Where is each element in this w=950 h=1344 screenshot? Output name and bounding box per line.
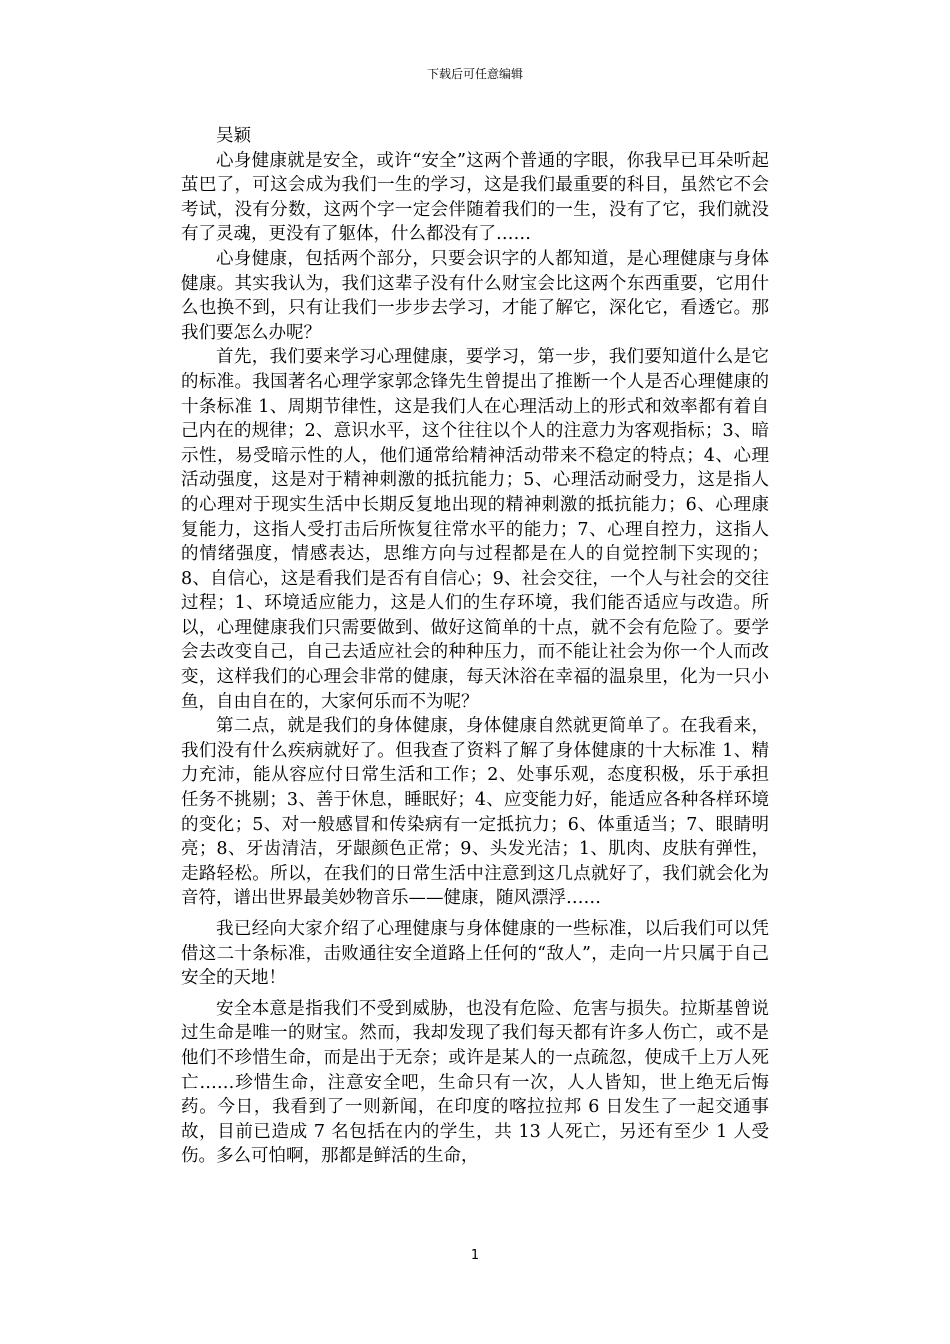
header-note: 下载后可任意编辑 xyxy=(426,67,523,81)
paragraph: 安全本意是指我们不受到威胁，也没有危险、危害与损失。拉斯基曾说过生命是唯一的财宝。然而，我却发现了我们每天都有许多人伤亡，或不是他们不珍惜生命，而是出于无奈；或许是某人的一点疏忽，使成千上万人死亡……珍惜生命，注意安全吧，生命只有一次，人人皆知，世上绝无后悔药。今日，我看到了一则新闻，在印度的喀拉拉邦 6 日发生了一起交通事故，目前已造成 7 名包括在内的学生，共 13 人死亡，另还有至少 1 人受伤。多么可怕啊，那都是鲜活的生命， xyxy=(181,998,769,1167)
paragraph: 心身健康就是安全，或许“安全”这两个普通的字眼，你我早已耳朵听起茧巴了，可这会成为我们一生的学习，这是我们最重要的科目，虽然它不会考试，没有分数，这两个字一定会伴随着我们的一生，没有了它，我们就没有了灵魂，更没有了躯体，什么都没有了…… xyxy=(181,150,769,245)
paragraph: 第二点，就是我们的身体健康，身体健康自然就更简单了。在我看来，我们没有什么疾病就好了。但我查了资料了解了身体健康的十大标准 1、精力充沛，能从容应付日常生活和工作；2、处事乐观，态度积极，乐于承担任务不挑剔；3、善于休息，睡眠好；4、应变能力好，能适应各种各样环境的变化；5、对一般感冒和传染病有一定抵抗力；6、体重适当；7、眼睛明亮；8、牙齿清洁，牙龈颜色正常；9、头发光洁；1、肌肉、皮肤有弹性，走路轻松。所以，在我们的日常生活中注意到这几点就好了，我们就会化为音符，谱出世界最美妙物音乐——健康，随风漂浮…… xyxy=(181,716,769,909)
paragraph: 心身健康，包括两个部分，只要会识字的人都知道，是心理健康与身体健康。其实我认为，我们这辈子没有什么财宝会比这两个东西重要，它用什么也换不到，只有让我们一步步去学习，才能了解它，深化它，看透它。那我们要怎么办呢？ xyxy=(181,248,769,343)
paragraph: 首先，我们要来学习心理健康，要学习，第一步，我们要知道什么是它的标准。我国著名心理学家郭念锋先生曾提出了推断一个人是否心理健康的十条标准 1、周期节律性，这是我们人在心理活动上的形式和效率都有着自己内在的规律；2、意识水平，这个往往以个人的注意力为客观指标；3、暗示性，易受暗示性的人，他们通常给精神活动带来不稳定的特点；4、心理活动强度，这是对于精神刺激的抵抗能力；5、心理活动耐受力，这是指人的心理对于现实生活中长期反复地出现的精神刺激的抵抗能力；6、心理康复能力，这指人受打击后所恢复往常水平的能力；7、心理自控力，这指人的情绪强度，情感表达，思维方向与过程都是在人的自觉控制下实现的；8、自信心，这是看我们是否有自信心；9、社会交往，一个人与社会的交往过程；1、环境适应能力，这是人们的生存环境，我们能否适应与改造。所以，心理健康我们只需要做到、做好这简单的十点，就不会有危险了。要学会去改变自己，自己去适应社会的种种压力，而不能让社会为你一个人而改变，这样我们的心理会非常的健康，每天沐浴在幸福的温泉里，化为一只小鱼，自由自在的，大家何乐而不为呢？ xyxy=(181,347,769,712)
page-number: 1 xyxy=(470,1248,480,1263)
document-body xyxy=(181,124,769,1169)
author-name: 吴颖 xyxy=(216,126,251,146)
paragraph: 我已经向大家介绍了心理健康与身体健康的一些标准，以后我们可以凭借这二十条标准，击败通往安全道路上任何的“敌人”，走向一片只属于自己安全的天地！ xyxy=(181,919,769,989)
